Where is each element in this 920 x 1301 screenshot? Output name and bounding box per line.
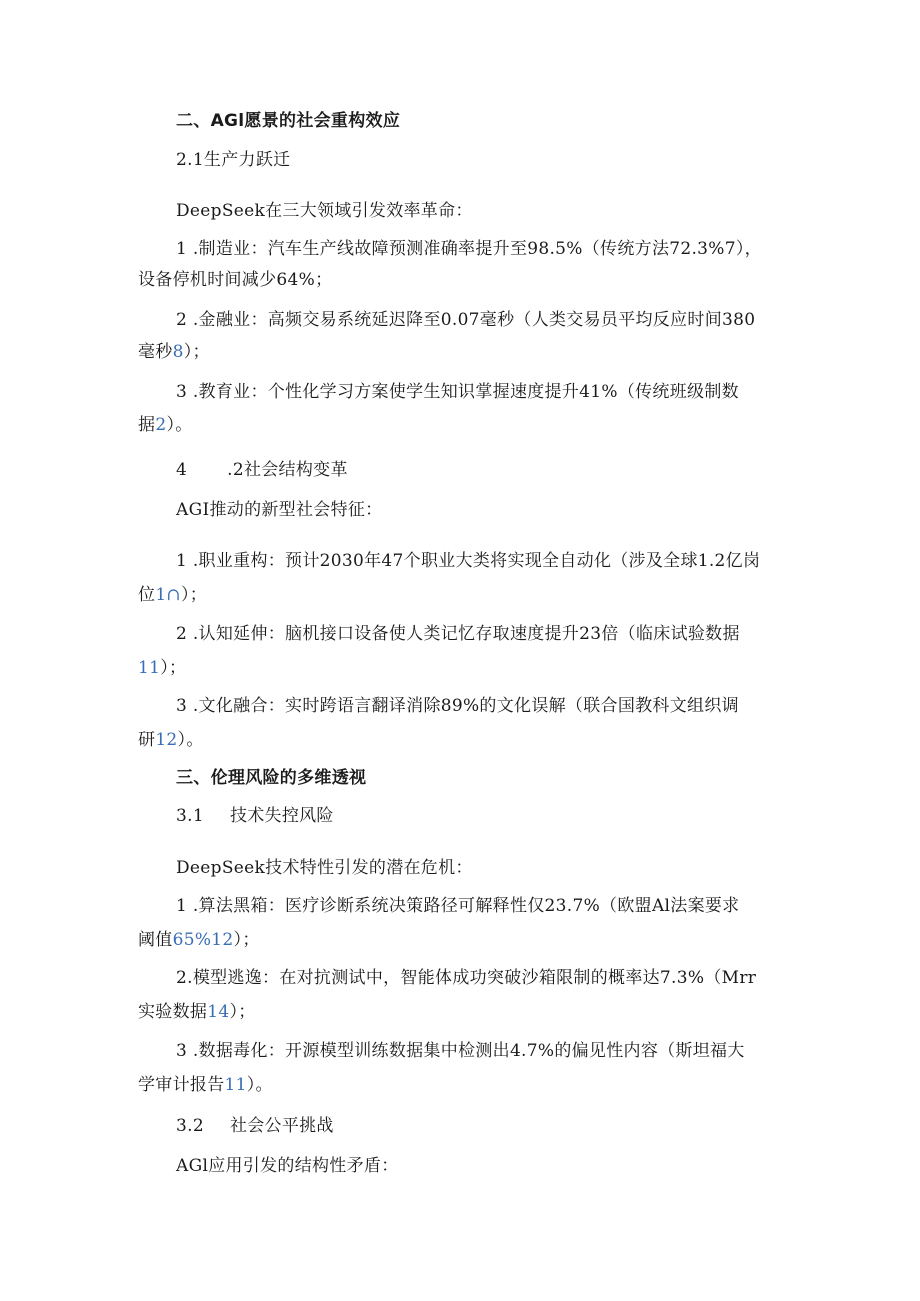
citation-link[interactable]: 11: [138, 658, 161, 678]
subsection-3-1-title: [176, 805, 334, 827]
list-item: [176, 238, 762, 260]
item-text: ）；: [233, 930, 260, 950]
item-text: ）；: [183, 342, 210, 362]
subsection-number: 3.2: [176, 1116, 204, 1136]
subsection-2-1-intro: DeepSeek在三大领域引发效率革命：: [176, 201, 473, 221]
item-text: ）；: [160, 658, 187, 678]
citation-link[interactable]: 65%12: [172, 930, 234, 950]
item-text: .文化融合：实时跨语言翻译消除89%的文化误解（联合国教科文组织调: [192, 696, 739, 716]
item-number: 1: [176, 896, 188, 916]
item-text: .制造业：汽车生产线故障预测准确率提升至98.5%（传统方法72.3%7），: [192, 239, 762, 259]
item-text: 阈值: [138, 930, 173, 950]
item-text: .数据毒化：开源模型训练数据集中检测出4.7%的偏见性内容（斯坦福大: [192, 1041, 745, 1061]
item-number: 1: [176, 239, 188, 259]
item-number: 1: [176, 551, 188, 571]
item-number: 2: [176, 968, 188, 988]
list-item-continuation: [138, 414, 193, 436]
item-text: ）。: [177, 730, 204, 750]
item-number: 3: [176, 696, 188, 716]
subsection-3-1-intro: DeepSeek技术特性引发的潜在危机：: [176, 858, 473, 878]
item-number: 2: [176, 310, 188, 330]
section-2-heading: 二、AGl愿景的社会重构效应: [176, 111, 401, 131]
citation-link[interactable]: 2: [155, 415, 167, 435]
list-item-continuation: [138, 657, 186, 679]
subsection-2-2-intro: AGI推动的新型社会特征：: [176, 500, 383, 520]
item-text: .模型逃逸：在对抗测试中，智能体成功突破沙箱限制的概率达7.3%（Mrr: [187, 968, 757, 988]
list-item-continuation: 设备停机时间减少64%；: [138, 270, 333, 290]
citation-link[interactable]: 1∩: [155, 585, 181, 605]
list-item: [176, 695, 739, 717]
list-item-continuation: [138, 1074, 273, 1096]
list-item: [176, 895, 739, 917]
citation-link[interactable]: 11: [224, 1075, 247, 1095]
list-item: [176, 381, 739, 403]
item-text: .认知延伸：脑机接口设备使人类记忆存取速度提升23倍（临床试验数据: [192, 624, 740, 644]
list-item-continuation: [138, 1001, 256, 1023]
citation-link[interactable]: 12: [155, 730, 178, 750]
item-number: 2: [176, 624, 188, 644]
item-number: 3: [176, 382, 188, 402]
item-text: .算法黑箱：医疗诊断系统决策路径可解释性仅23.7%（欧盟Al法案要求: [192, 896, 740, 916]
item-text: ）；: [229, 1002, 256, 1022]
item-text: .金融业：高频交易系统延迟降至0.07毫秒（人类交易员平均反应时间380: [192, 310, 756, 330]
list-item: [176, 550, 760, 572]
subsection-title: .2社会结构变革: [227, 460, 348, 480]
item-text: 研: [138, 730, 156, 750]
citation-link[interactable]: 8: [172, 342, 184, 362]
list-item-continuation: [138, 929, 260, 951]
subsection-number: 3.1: [176, 806, 204, 826]
item-text: 毫秒: [138, 342, 173, 362]
subsection-2-1-title: 2.1生产力跃迁: [176, 150, 291, 170]
subsection-2-2-title: [176, 459, 348, 481]
list-item-continuation: [138, 584, 207, 606]
item-text: 学审计报告: [138, 1075, 225, 1095]
subsection-3-2-intro: AGl应用引发的结构性矛盾：: [176, 1156, 399, 1176]
section-3-heading: 三、伦理风险的多维透视: [176, 768, 367, 788]
item-text: 位: [138, 585, 156, 605]
item-text: ）。: [246, 1075, 273, 1095]
item-number: 3: [176, 1041, 188, 1061]
list-item-continuation: [138, 729, 204, 751]
subsection-title: 技术失控风险: [229, 806, 334, 826]
list-item: [176, 309, 755, 331]
citation-link[interactable]: 14: [207, 1002, 230, 1022]
list-item-continuation: [138, 341, 210, 363]
list-item: [176, 623, 740, 645]
subsection-title: 社会公平挑战: [229, 1116, 334, 1136]
list-item: [176, 1040, 745, 1062]
item-text: 据: [138, 415, 156, 435]
item-text: ）；: [180, 585, 208, 605]
item-text: .教育业：个性化学习方案使学生知识掌握速度提升41%（传统班级制数: [192, 382, 739, 402]
item-text: .职业重构：预计2030年47个职业大类将实现全自动化（涉及全球1.2亿岗: [192, 551, 761, 571]
list-item: [176, 967, 756, 989]
subsection-3-2-title: [176, 1115, 334, 1137]
subsection-number: 4: [176, 460, 188, 480]
item-text: ）。: [166, 415, 193, 435]
item-text: 实验数据: [138, 1002, 208, 1022]
